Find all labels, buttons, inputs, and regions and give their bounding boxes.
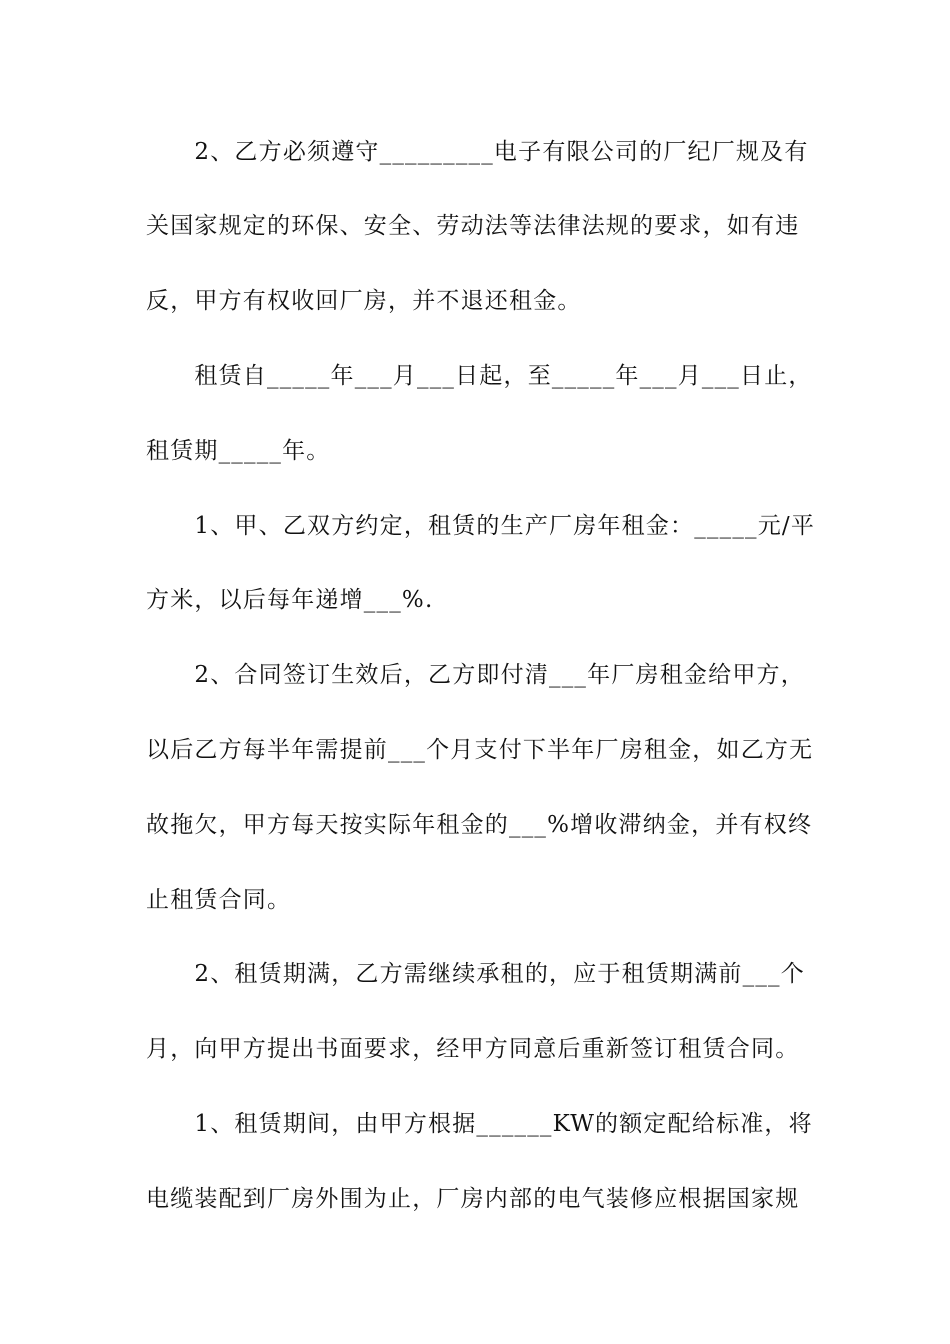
paragraph-line: 2、乙方必须遵守_________电子有限公司的厂纪厂规及有 (146, 139, 809, 165)
paragraph-line: 止租赁合同。 (146, 887, 292, 913)
paragraph-line: 以后乙方每半年需提前___个月支付下半年厂房租金，如乙方无 (146, 737, 814, 763)
paragraph-line: 关国家规定的环保、安全、劳动法等法律法规的要求，如有违 (146, 213, 800, 239)
paragraph-line: 方米，以后每年递增___%. (146, 587, 434, 613)
paragraph-line: 1、租赁期间，由甲方根据______KW的额定配给标准，将 (146, 1111, 813, 1137)
paragraph-line: 月，向甲方提出书面要求，经甲方同意后重新签订租赁合同。 (146, 1036, 800, 1062)
paragraph-line: 2、合同签订生效后，乙方即付清___年厂房租金给甲方， (146, 662, 805, 688)
paragraph-line: 电缆装配到厂房外围为止，厂房内部的电气装修应根据国家规 (146, 1186, 800, 1212)
paragraph-line: 租赁自_____年___月___日起，至_____年___月___日止， (146, 363, 813, 389)
paragraph-line: 反，甲方有权收回厂房，并不退还租金。 (146, 288, 582, 314)
paragraph-line: 故拖欠，甲方每天按实际年租金的___%增收滞纳金，并有权终 (146, 812, 813, 838)
paragraph-line: 1、甲、乙双方约定，租赁的生产厂房年租金：_____元/平 (146, 513, 816, 539)
paragraph-line: 租赁期_____年。 (146, 438, 331, 464)
paragraph-line: 2、租赁期满，乙方需继续承租的，应于租赁期满前___个 (146, 961, 805, 987)
